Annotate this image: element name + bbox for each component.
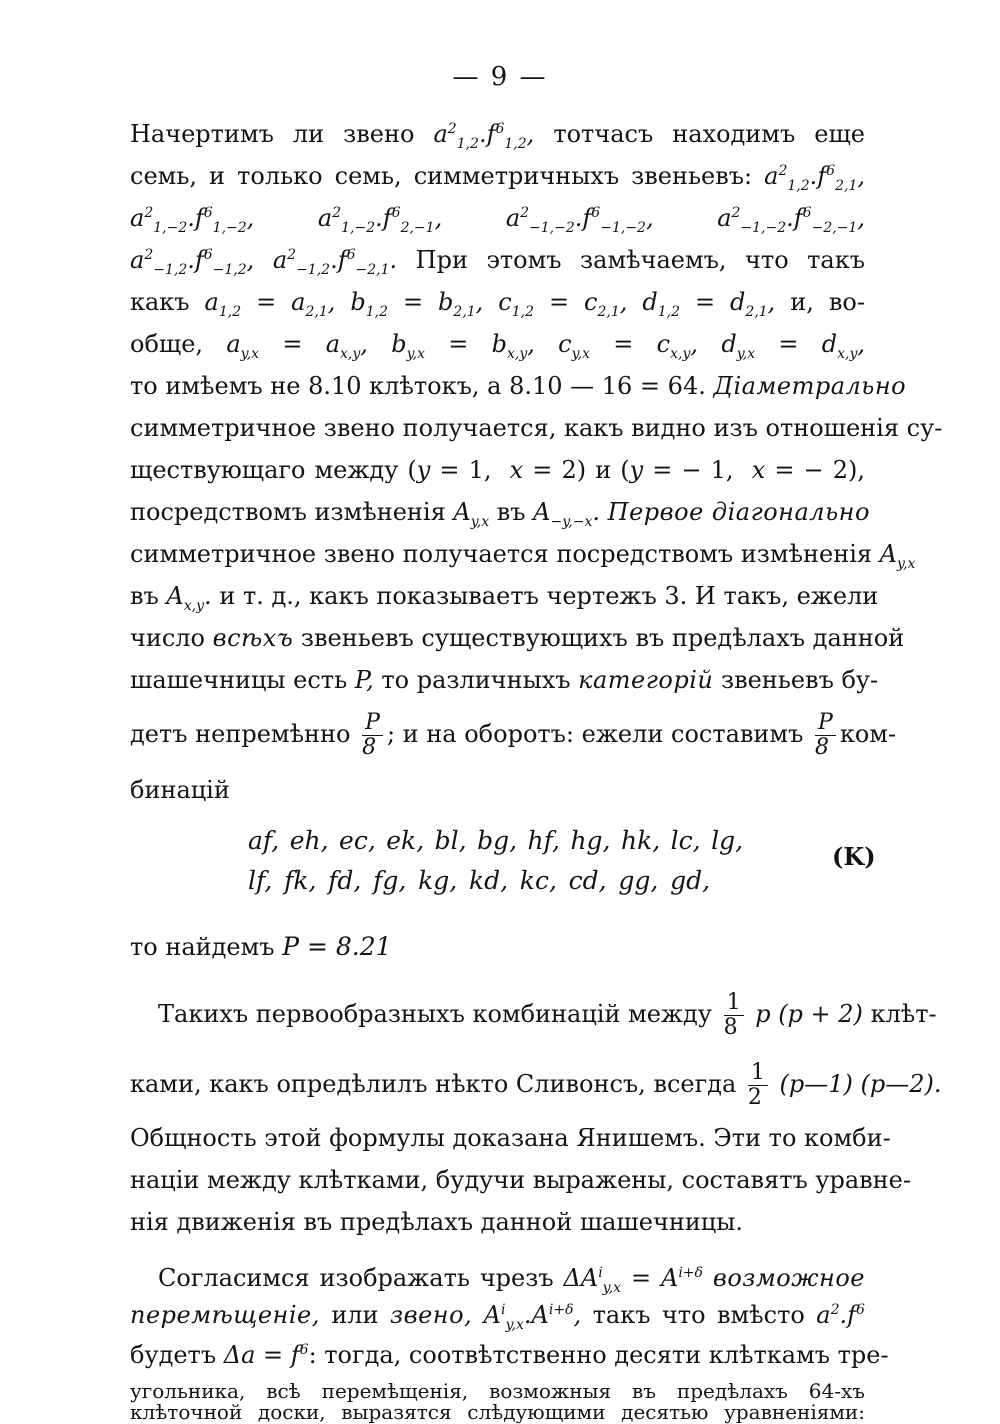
text-line: детъ непремѣнно $\frac{P}{8}$ ; и на оборотъ: ежели составимъ $\frac{P}{8}$ ком- <box>130 710 897 760</box>
math-expression: $c_{1,2} = c_{2,1}$, <box>498 288 628 320</box>
math-expression: $a^2_{1,2}.f^6_{1,2}$, <box>433 120 535 152</box>
math-expression: $a^2.f^6$ <box>816 1301 865 1329</box>
math-expression: P = 8.21 <box>282 932 392 961</box>
text-line <box>130 197 865 239</box>
text-line: угольника, всѣ перемѣщенія, возможныя въ предѣлахъ 64-хъ <box>130 1379 865 1403</box>
text-line: какъ $a_{1,2} = a_{2,1}$, $b_{1,2} = b_{2,1}$, $c_{1,2} = c_{2,1}$, $d_{1,2} = d_{2,1}$, и, во- <box>130 288 865 320</box>
text-line: Начертимъ ли звено $a^2_{1,2}.f^6_{1,2}$, тотчасъ находимъ еще <box>130 120 865 152</box>
text-line: $a^2_{-1,2}.f^6_{-1,2}$, $a^2_{-1,2}.f^6_{-2,1}$. При этомъ замѣчаемъ, что такъ <box>130 246 865 278</box>
emphasis-text: всѣхъ <box>212 624 294 652</box>
text-line: Общность этой формулы доказана Янишемъ. Эти то комби- <box>130 1124 891 1152</box>
math-expression: $A_{-y,-x}$. <box>533 498 601 530</box>
emphasis-text: Первое діагонально <box>607 498 870 526</box>
equation-label: (K) <box>832 842 876 871</box>
math-expression: $a^2_{-1,2}.f^6_{-2,1}$. <box>272 246 398 278</box>
text-line: нія движенія въ предѣлахъ данной шашечницы. <box>130 1208 743 1236</box>
text-line: семь, и только семь, симметричныхъ звеньевъ: $a^2_{1,2}.f^6_{2,1}$, <box>130 162 865 194</box>
math-expression: $a^2_{1,-2}.f^6_{1,-2}$, <box>130 204 255 236</box>
text-line: перемѣщеніе, или звено, $A^i_{y,x}.A^{i+\delta}$, такъ что вмѣсто $a^2.f^6$ <box>130 1301 865 1333</box>
text-line: обще, $a_{y,x} = a_{x,y}$, $b_{y,x} = b_{x,y}$, $c_{y,x} = c_{x,y}$, $d_{y,x} = d_{x,y}$, <box>130 330 866 362</box>
math-expression: $b_{y,x} = b_{x,y}$, <box>391 330 535 362</box>
text-line: въ $A_{x,y}$. и т. д., какъ показываетъ чертежъ 3. И такъ, ежели <box>130 582 879 614</box>
combination-row-1: af, eh, ec, ek, bl, bg, hf, hg, hk, lc, lg, <box>248 826 744 855</box>
text-line: симметричное звено получается посредствомъ измѣненія $A_{y,x}$ <box>130 540 916 572</box>
math-expression: $\Delta A^i_{y,x} = A^{i+\delta}$ <box>563 1264 703 1296</box>
math-expression: $a^2_{1,-2}.f^6_{2,-1}$, <box>317 204 443 236</box>
math-expression: (y = − 1, x = − 2), <box>620 456 865 484</box>
math-expression: $\Delta a = f^6$ <box>223 1341 309 1369</box>
math-expression: P, <box>354 666 374 694</box>
math-expression: p (p + 2) <box>755 1000 863 1028</box>
fraction-one-half: $\frac{1}{2}$ <box>748 1061 768 1110</box>
page-number: — 9 — <box>452 62 548 92</box>
math-expression: $d_{1,2} = d_{2,1}$, <box>642 288 776 320</box>
text-line: Согласимся изображать чрезъ $\Delta A^i_{y,x} = A^{i+\delta}$ возможное <box>158 1264 865 1296</box>
math-expression: $A^i_{y,x}.A^{i+\delta}$, <box>483 1301 582 1333</box>
math-expression: $a^2_{-1,-2}.f^6_{-1,-2}$, <box>505 204 654 236</box>
fraction-p-over-8: $\frac{P}{8}$ <box>362 711 383 760</box>
text-line: націи между клѣтками, будучи выражены, составятъ уравне- <box>130 1166 911 1194</box>
text-line: то найдемъ P = 8.21 <box>130 932 392 961</box>
math-expression: $a^2_{-1,-2}.f^6_{-2,-1}$, <box>717 204 865 236</box>
text-line: число всѣхъ звеньевъ существующихъ въ предѣлахъ данной <box>130 624 905 652</box>
math-expression: $A_{y,x}$ <box>879 540 916 572</box>
math-expression: $b_{1,2} = b_{2,1}$, <box>350 288 484 320</box>
combination-row-2: lf, fk, fd, fg, kg, kd, kc, cd, gg, gd, <box>248 866 711 895</box>
emphasis-text: Діаметрально <box>713 372 907 400</box>
text-line: шашечницы есть P, то различныхъ категорій звеньевъ бу- <box>130 666 879 694</box>
math-expression: $A_{y,x}$ <box>453 498 490 530</box>
text-line: ками, какъ опредѣлилъ нѣкто Сливонсъ, всегда $\frac{1}{2}$ (p—1) (p—2). <box>130 1060 942 1110</box>
text-line: клѣточной доски, выразятся слѣдующими десятью уравненіями: <box>130 1400 865 1424</box>
emphasis-text: возможное <box>712 1264 865 1292</box>
text-line: ществующаго между (y = 1, x = 2) и (y = − 1, x = − 2), <box>130 456 865 484</box>
math-expression: $a_{1,2} = a_{2,1}$, <box>204 288 336 320</box>
math-expression: (p—1) (p—2). <box>779 1070 942 1098</box>
text-line: симметричное звено получается, какъ видно изъ отношенія су- <box>130 414 943 442</box>
text-line: то имѣемъ не 8.10 клѣтокъ, а 8.10 — 16 = 64. Діаметрально <box>130 372 907 400</box>
emphasis-text: категорій <box>578 666 714 694</box>
math-expression: $c_{y,x} = c_{x,y}$, <box>558 330 699 362</box>
math-expression: $a^2_{-1,2}.f^6_{-1,2}$, <box>130 246 255 278</box>
emphasis-text: звено, <box>390 1301 473 1329</box>
math-expression: $A_{x,y}$. <box>166 582 212 614</box>
emphasis-text: перемѣщеніе, <box>130 1301 320 1329</box>
fraction-one-eighth: $\frac{1}{8}$ <box>724 991 744 1040</box>
text-line: будетъ $\Delta a = f^6$: тогда, соотвѣтственно десяти клѣткамъ тре- <box>130 1341 889 1369</box>
text-line: посредствомъ измѣненія $A_{y,x}$ въ $A_{-y,-x}$. Первое діагонально <box>130 498 870 530</box>
text-line: бинацій <box>130 776 230 804</box>
text-line: Такихъ первообразныхъ комбинацій между $\frac{1}{8}$ p (p + 2) клѣт- <box>158 990 937 1040</box>
math-expression: $a^2_{1,2}.f^6_{2,1}$, <box>764 162 865 194</box>
fraction-p-over-8: $\frac{P}{8}$ <box>815 711 836 760</box>
math-expression: $a_{y,x} = a_{x,y}$, <box>226 330 368 362</box>
math-expression: (y = 1, x = 2) <box>407 456 587 484</box>
math-expression: $d_{y,x} = d_{x,y}$, <box>721 330 866 362</box>
